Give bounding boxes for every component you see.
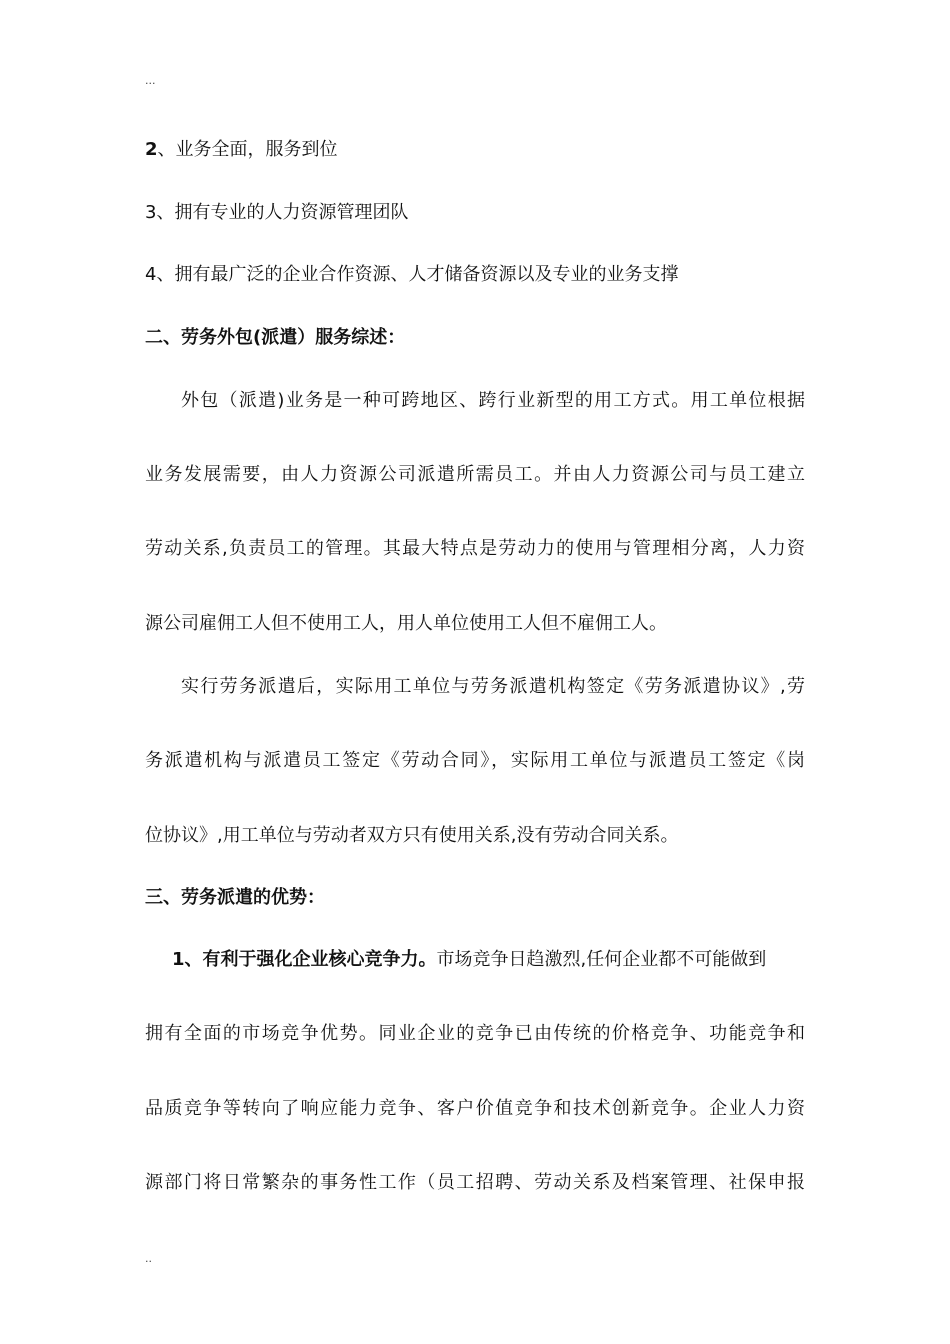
section3-point1-first: 市场竞争日趋激烈,任何企业都不可能做到 — [436, 949, 767, 970]
section2-para2-line3: 位协议》,用工单位与劳动者双方只有使用关系,没有劳动合同关系。 — [145, 825, 679, 846]
section2-para1-line2: 业务发展需要，由人力资源公司派遣所需员工。并由人力资源公司与员工建立 — [145, 464, 805, 485]
list-item-number: 2 — [145, 139, 158, 160]
list-item-4: 4、拥有最广泛的企业合作资源、人才储备资源以及专业的业务支撑 — [145, 264, 679, 285]
list-item-3: 3、拥有专业的人力资源管理团队 — [145, 202, 409, 223]
list-item-separator: 、 — [157, 139, 176, 160]
section2-para2-line1: 实行劳务派遣后，实际用工单位与劳务派遣机构签定《劳务派遣协议》,劳 — [181, 676, 805, 697]
section3-point1-lead: 1、有利于强化企业核心竞争力。 — [172, 949, 437, 970]
section2-heading: 二、劳务外包(派遣）服务综述： — [145, 327, 406, 348]
section3-point1-line2: 拥有全面的市场竞争优势。同业企业的竞争已由传统的价格竞争、功能竞争和 — [145, 1023, 805, 1044]
list-item-text: 业务全面，服务到位 — [175, 139, 338, 160]
section2-para1-line4: 源公司雇佣工人但不使用工人，用人单位使用工人但不雇佣工人。 — [145, 613, 667, 634]
section2-para2-line2: 务派遣机构与派遣员工签定《劳动合同》，实际用工单位与派遣员工签定《岗 — [145, 750, 805, 771]
section2-para1-line3: 劳动关系,负责员工的管理。其最大特点是劳动力的使用与管理相分离，人力资 — [145, 538, 805, 559]
section3-point1-line1 — [172, 948, 766, 972]
list-item-2 — [145, 138, 338, 162]
section3-point1-line4: 源部门将日常繁杂的事务性工作（员工招聘、劳动关系及档案管理、社保申报 — [145, 1172, 805, 1193]
header-mark: ... — [145, 74, 156, 87]
section3-heading: 三、劳务派遣的优势： — [145, 887, 325, 908]
footer-mark: .. — [145, 1252, 152, 1265]
section2-para1-line1: 外包（派遣)业务是一种可跨地区、跨行业新型的用工方式。用工单位根据 — [181, 390, 805, 411]
section3-point1-line3: 品质竞争等转向了响应能力竞争、客户价值竞争和技术创新竞争。企业人力资 — [145, 1098, 805, 1119]
